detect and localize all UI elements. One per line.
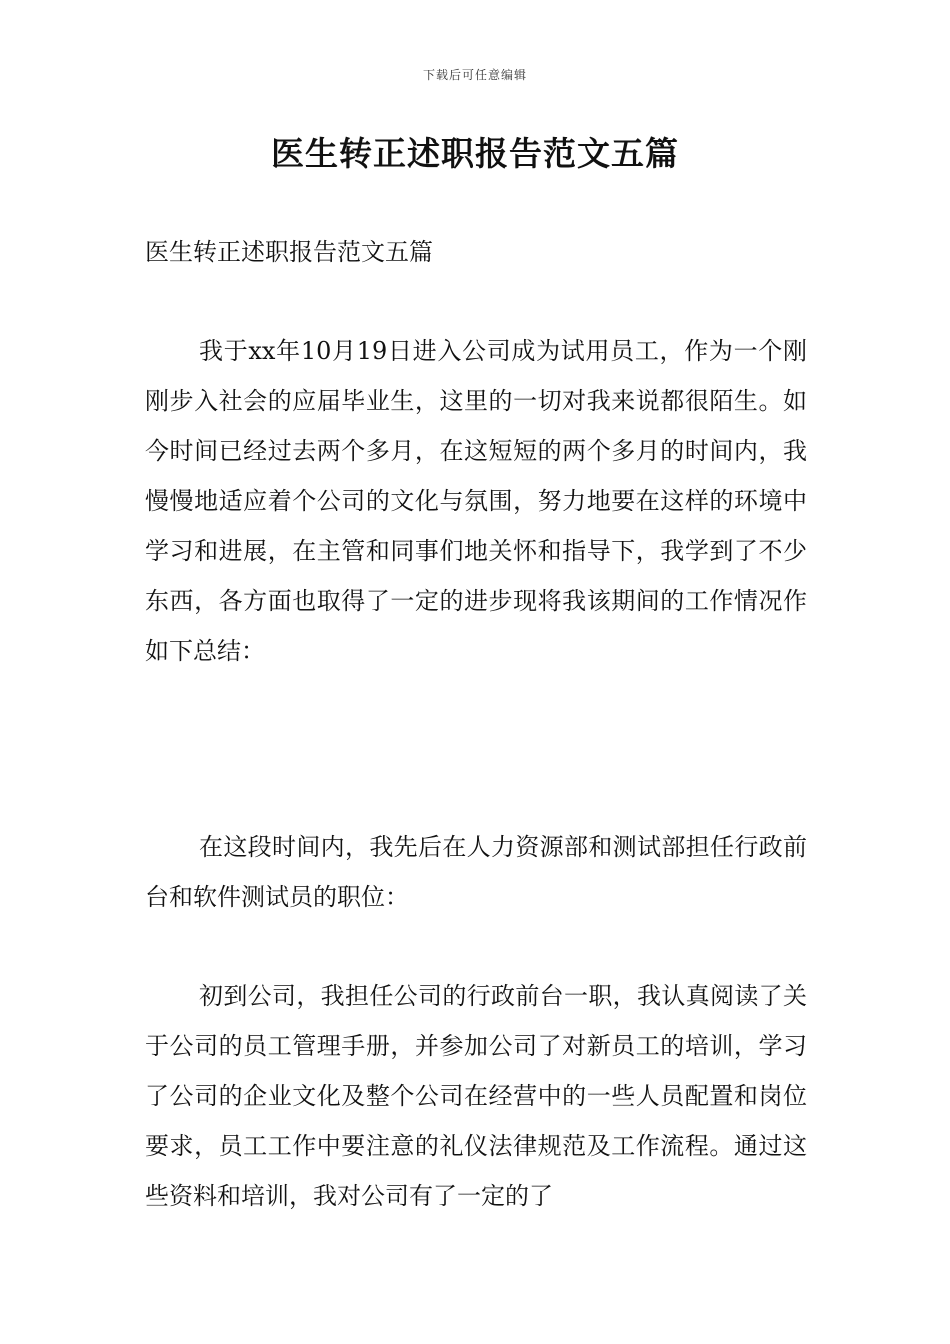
body-paragraph-3: 初到公司，我担任公司的行政前台一职，我认真阅读了关于公司的员工管理手册，并参加公司了对新员工的培训，学习了公司的企业文化及整个公司在经营中的一些人员配置和岗位要求，员工工作中要注意的礼仪法律规范及工作流程。通过这些资料和培训，我对公司有了一定的了 xyxy=(145,982,807,1210)
document-title: 医生转正述职报告范文五篇 xyxy=(271,134,679,173)
body-paragraph-1: 我于xx年10月19日进入公司成为试用员工，作为一个刚刚步入社会的应届毕业生，这里的一切对我来说都很陌生。如今时间已经过去两个多月，在这短短的两个多月的时间内，我慢慢地适应着个公司的文化与氛围，努力地要在这样的环境中学习和进展，在主管和同事们地关怀和指导下，我学到了不少东西，各方面也取得了一定的进步现将我该期间的工作情况作如下总结： xyxy=(145,337,807,665)
body-paragraph-2: 在这段时间内，我先后在人力资源部和测试部担任行政前台和软件测试员的职位： xyxy=(145,833,807,911)
document-subtitle: 医生转正述职报告范文五篇 xyxy=(145,238,433,266)
header-note: 下载后可任意编辑 xyxy=(422,68,527,82)
